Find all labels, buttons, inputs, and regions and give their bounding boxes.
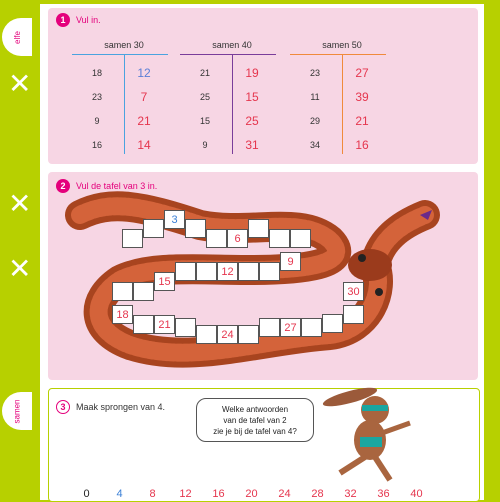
numberline-value: 12 xyxy=(179,488,192,500)
given-number: 25 xyxy=(199,92,210,102)
side-tab-label: elfe xyxy=(12,30,22,44)
answer-number: 25 xyxy=(245,114,259,128)
snake-cell[interactable] xyxy=(259,262,280,281)
snake-cell[interactable] xyxy=(259,318,280,337)
given-number: 11 xyxy=(310,92,320,102)
snake-cell[interactable] xyxy=(238,262,259,281)
snake-cell[interactable] xyxy=(185,219,206,238)
snake-cell[interactable] xyxy=(248,219,269,238)
snake-cell[interactable] xyxy=(175,318,196,337)
answer-number: 7 xyxy=(140,90,148,104)
given-number: 9 xyxy=(94,116,100,126)
snake-cell[interactable] xyxy=(301,318,322,337)
answer-number: 15 xyxy=(245,90,259,104)
answer-number: 12 xyxy=(137,66,151,80)
answer-number: 19 xyxy=(245,66,259,80)
star-decoration-icon: ✕ xyxy=(8,253,32,284)
numberline-value: 8 xyxy=(149,488,156,500)
rabbit-leg xyxy=(340,457,365,473)
answer-number: 31 xyxy=(245,138,259,152)
snake-cell[interactable] xyxy=(196,325,217,344)
numberline-value: 0 xyxy=(83,488,90,500)
given-number: 23 xyxy=(309,68,320,78)
bubble-line: van de tafel van 2 xyxy=(223,416,287,425)
given-number: 18 xyxy=(91,68,102,78)
snake-cell[interactable]: 30 xyxy=(343,282,364,301)
exercise-2-instruction: Vul de tafel van 3 in. xyxy=(76,181,158,191)
snake-cell[interactable] xyxy=(343,305,364,324)
given-number: 23 xyxy=(91,92,102,102)
numberline-value: 36 xyxy=(377,488,390,500)
numberline-value: 4 xyxy=(116,488,123,500)
snake-cell[interactable] xyxy=(133,282,154,301)
snake-eye-icon xyxy=(358,254,366,262)
snake-cell[interactable]: 18 xyxy=(112,305,133,324)
answer-number: 39 xyxy=(355,90,369,104)
snake-cell[interactable] xyxy=(238,325,259,344)
exercise-3-number: 3 xyxy=(56,400,70,414)
group-title: samen 30 xyxy=(104,40,144,50)
exercise-3-instruction: Maak sprongen van 4. xyxy=(76,402,166,412)
rabbit-leg xyxy=(375,457,390,480)
rabbit-illustration xyxy=(320,385,430,485)
snake-cell[interactable] xyxy=(206,229,227,248)
snake-cell[interactable]: 9 xyxy=(280,252,301,271)
bubble-line: Welke antwoorden xyxy=(221,405,289,414)
snake-cell[interactable] xyxy=(175,262,196,281)
rabbit-arm xyxy=(382,423,410,433)
numberline-value: 28 xyxy=(311,488,324,500)
exercise-2-number: 2 xyxy=(56,179,70,193)
star-decoration-icon: ✕ xyxy=(8,68,32,99)
bubble-line: zie je bij de tafel van 4? xyxy=(213,427,297,436)
rabbit-top xyxy=(360,437,382,447)
snake-cell[interactable] xyxy=(122,229,143,248)
group-title: samen 50 xyxy=(322,40,362,50)
number-line xyxy=(70,488,433,500)
answer-number: 14 xyxy=(137,138,151,152)
numberline-value: 20 xyxy=(245,488,258,500)
answer-number: 16 xyxy=(355,138,369,152)
numberline-value: 32 xyxy=(344,488,357,500)
snake-cell[interactable] xyxy=(143,219,164,238)
snake-head xyxy=(348,249,392,281)
numberline-value: 24 xyxy=(278,488,291,500)
given-number: 34 xyxy=(309,140,320,150)
snake-cell[interactable]: 6 xyxy=(227,229,248,248)
numberline-value: 40 xyxy=(410,488,423,500)
snake-cell[interactable]: 12 xyxy=(217,262,238,281)
snake-eye-icon xyxy=(375,288,383,296)
given-number: 15 xyxy=(199,116,210,126)
snake-cell[interactable] xyxy=(290,229,311,248)
exercise-1-number: 1 xyxy=(56,13,70,27)
group-title: samen 40 xyxy=(212,40,252,50)
snake-cell[interactable] xyxy=(133,315,154,334)
rabbit-headband xyxy=(362,405,388,411)
snake-cell[interactable] xyxy=(196,262,217,281)
star-decoration-icon: ✕ xyxy=(8,188,32,219)
snake-cell[interactable] xyxy=(112,282,133,301)
answer-number: 21 xyxy=(137,114,151,128)
given-number: 21 xyxy=(199,68,210,78)
answer-number: 21 xyxy=(355,114,369,128)
snake-cell[interactable]: 24 xyxy=(217,325,238,344)
given-number: 29 xyxy=(309,116,320,126)
snake-cell[interactable] xyxy=(269,229,290,248)
numberline-value: 16 xyxy=(212,488,225,500)
snake-cell[interactable] xyxy=(322,314,343,333)
snake-cell[interactable]: 21 xyxy=(154,315,175,334)
snake-cell[interactable]: 27 xyxy=(280,318,301,337)
given-number: 16 xyxy=(91,140,102,150)
exercise-1-instruction: Vul in. xyxy=(76,15,101,25)
snake-cell[interactable]: 15 xyxy=(154,272,175,291)
snake-cell[interactable]: 3 xyxy=(164,210,185,229)
speech-bubble xyxy=(196,398,314,442)
side-tab-label: samen xyxy=(12,398,22,424)
given-number: 9 xyxy=(202,140,208,150)
answer-number: 27 xyxy=(355,66,369,80)
